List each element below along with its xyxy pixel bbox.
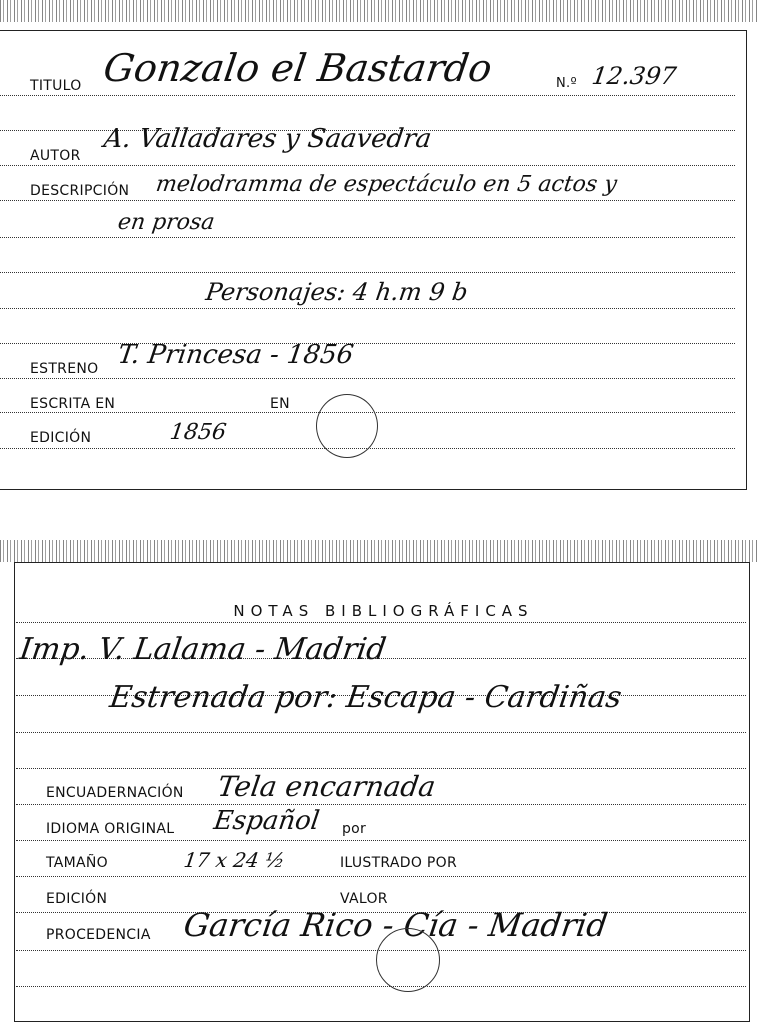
rule xyxy=(16,876,746,877)
rule xyxy=(16,804,746,805)
note-line-2: Estrenada por: Escapa - Cardiñas xyxy=(107,680,624,715)
rule xyxy=(16,840,746,841)
scan-noise-top xyxy=(0,0,759,22)
value-encuadernacion: Tela encarnada xyxy=(215,770,438,803)
value-descripcion-1: melodramma de espectáculo en 5 actos y xyxy=(154,172,619,197)
label-escrita-en: ESCRITA EN xyxy=(30,396,116,412)
label-idioma-original: IDIOMA ORIGINAL xyxy=(46,821,175,837)
notas-heading: NOTAS BIBLIOGRÁFICAS xyxy=(233,602,534,620)
value-numero: 12.397 xyxy=(590,62,678,90)
label-ilustrado-por: ILUSTRADO POR xyxy=(340,855,457,871)
value-idioma-original: Español xyxy=(211,806,322,836)
catalog-card-back xyxy=(0,540,759,1028)
label-titulo: TITULO xyxy=(30,78,82,94)
label-encuadernacion: ENCUADERNACIÓN xyxy=(46,785,184,801)
value-tamano: 17 x 24 ½ xyxy=(182,848,287,872)
rule xyxy=(0,200,735,201)
label-edicion: EDICIÓN xyxy=(30,430,92,446)
catalog-card-front xyxy=(0,0,759,492)
rule xyxy=(16,986,746,987)
rule xyxy=(0,237,735,238)
label-en: EN xyxy=(270,396,290,412)
label-edicion: EDICIÓN xyxy=(46,891,108,907)
rule xyxy=(0,272,735,273)
value-descripcion-2: en prosa xyxy=(116,210,217,235)
rule xyxy=(0,378,735,379)
rule xyxy=(16,732,746,733)
label-tamano: TAMAÑO xyxy=(46,855,108,871)
value-autor: A. Valladares y Saavedra xyxy=(101,124,434,154)
rule xyxy=(0,165,735,166)
scan-noise-top xyxy=(0,540,759,562)
value-edicion: 1856 xyxy=(168,420,228,445)
label-procedencia: PROCEDENCIA xyxy=(46,927,151,943)
value-estreno: T. Princesa - 1856 xyxy=(115,340,356,370)
label-descripcion: DESCRIPCIÓN xyxy=(30,183,130,199)
value-titulo: Gonzalo el Bastardo xyxy=(100,46,495,90)
label-numero: N.º xyxy=(556,76,577,91)
value-personajes: Personajes: 4 h.m 9 b xyxy=(204,278,470,306)
value-procedencia: García Rico - Cía - Madrid xyxy=(181,906,610,944)
rule xyxy=(0,95,735,96)
label-estreno: ESTRENO xyxy=(30,361,99,377)
label-autor: AUTOR xyxy=(30,148,81,164)
rule xyxy=(0,308,735,309)
label-valor: VALOR xyxy=(340,891,388,907)
label-por: por xyxy=(342,821,367,837)
library-stamp-circle xyxy=(376,928,440,992)
rule xyxy=(16,768,746,769)
library-stamp-circle xyxy=(316,394,378,458)
rule xyxy=(0,343,735,344)
note-line-1: Imp. V. Lalama - Madrid xyxy=(17,632,389,667)
rule xyxy=(16,622,746,623)
